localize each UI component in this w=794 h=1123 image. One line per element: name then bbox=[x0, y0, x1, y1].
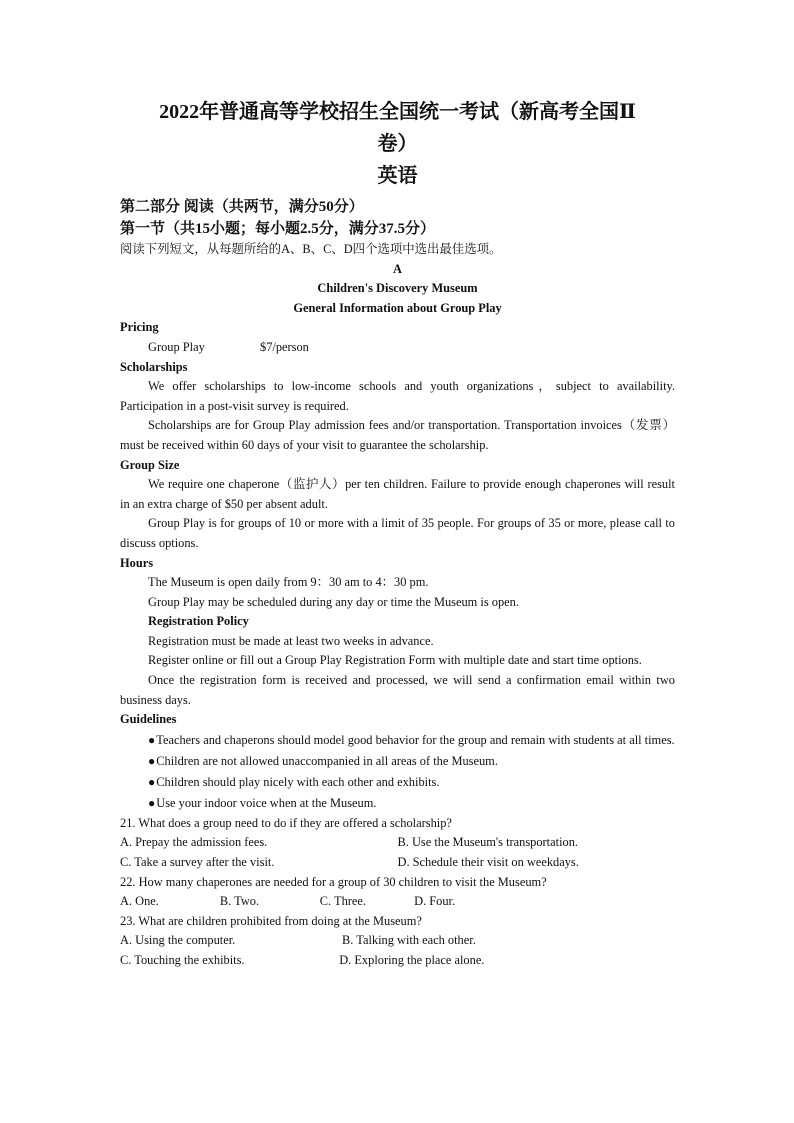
guideline-item bbox=[120, 772, 675, 793]
registration-paragraph-1: Registration must be made at least two weeks in advance. bbox=[148, 633, 434, 648]
question-23-option-d: D. Exploring the place alone. bbox=[339, 953, 485, 967]
section-heading: 第一节（共15小题；每小题2.5分，满分37.5分） bbox=[120, 221, 436, 237]
hours-paragraph-2: Group Play may be scheduled during any day or time the Museum is open. bbox=[148, 594, 519, 609]
question-23-stem: 23. What are children prohibited from doing at the Museum? bbox=[120, 913, 422, 928]
registration-paragraph-3: Once the registration form is received and processed, we will send a confirmation email within two business days. bbox=[120, 673, 675, 707]
question-21-option-b: B. Use the Museum's transportation. bbox=[397, 835, 578, 850]
question-21-option-c: C. Take a survey after the visit. bbox=[120, 855, 275, 870]
part-heading: 第二部分 阅读（共两节，满分50分） bbox=[120, 199, 364, 215]
exam-content bbox=[120, 196, 675, 971]
passage-title: Children's Discovery Museum bbox=[317, 281, 478, 296]
bullet-icon: ● bbox=[148, 795, 156, 810]
guidelines-heading: Guidelines bbox=[120, 712, 177, 727]
scholarships-paragraph-2: Scholarships are for Group Play admission fees and/or transportation. Transportation invoices（发票）must be received within 60 days of your visit to guarantee the scholarship. bbox=[120, 418, 675, 452]
group-size-paragraph-2: Group Play is for groups of 10 or more with a limit of 35 people. For groups of 35 or more, please call to discuss options. bbox=[120, 516, 675, 550]
guideline-text: Children should play nicely with each other and exhibits. bbox=[156, 774, 440, 789]
question-22-option-c: C. Three. bbox=[319, 894, 367, 909]
question-23-options-row-2 bbox=[120, 951, 675, 971]
question-21-stem: 21. What does a group need to do if they are offered a scholarship? bbox=[120, 815, 452, 830]
guideline-text: Teachers and chaperons should model good behavior for the group and remain with students at all times. bbox=[156, 732, 675, 747]
registration-paragraph-2: Register online or fill out a Group Play Registration Form with multiple date and start time options. bbox=[148, 653, 642, 668]
subject-title: 英语 bbox=[377, 165, 418, 187]
question-22-options-row bbox=[120, 892, 675, 912]
question-22-stem: 22. How many chaperones are needed for a group of 30 children to visit the Museum? bbox=[120, 874, 547, 889]
passage-letter: A bbox=[393, 261, 402, 276]
question-21-options-row-2 bbox=[120, 853, 675, 873]
question-23-option-c: C. Touching the exhibits. bbox=[120, 953, 245, 967]
bullet-icon: ● bbox=[148, 753, 156, 768]
question-23-option-b: B. Talking with each other. bbox=[342, 933, 476, 948]
scholarships-paragraph-1: We offer scholarships to low-income schools and youth organizations，subject to availability. Participation in a post-visit survey is required. bbox=[120, 379, 675, 413]
pricing-row bbox=[120, 338, 675, 358]
scholarships-heading: Scholarships bbox=[120, 359, 188, 374]
question-23-option-a: A. Using the computer. bbox=[120, 933, 236, 948]
exam-title-line-2: 卷） bbox=[377, 133, 418, 155]
question-22-option-b: B. Two. bbox=[219, 894, 260, 909]
bullet-icon: ● bbox=[148, 774, 156, 789]
guideline-item bbox=[120, 730, 675, 751]
guideline-item bbox=[120, 751, 675, 772]
pricing-price: $7/person bbox=[260, 339, 309, 354]
guideline-text: Use your indoor voice when at the Museum. bbox=[156, 795, 377, 810]
instruction-text: 阅读下列短文，从每题所给的A、B、C、D四个选项中选出最佳选项。 bbox=[120, 242, 502, 256]
question-21-option-d: D. Schedule their visit on weekdays. bbox=[397, 855, 579, 870]
question-22-option-a: A. One. bbox=[120, 894, 159, 909]
question-22-option-d: D. Four. bbox=[414, 894, 456, 909]
exam-title bbox=[120, 96, 675, 160]
exam-title-line-1: 2022年普通高等学校招生全国统一考试（新高考全国Ⅱ bbox=[159, 101, 636, 123]
pricing-heading: Pricing bbox=[120, 320, 159, 335]
group-size-paragraph-1: We require one chaperone（监护人）per ten children. Failure to provide enough chaperones will result in an extra charge of $50 per absent adult. bbox=[120, 477, 675, 511]
guideline-text: Children are not allowed unaccompanied in all areas of the Museum. bbox=[156, 753, 498, 768]
passage-subtitle: General Information about Group Play bbox=[293, 300, 502, 315]
guideline-item bbox=[120, 793, 675, 814]
bullet-icon: ● bbox=[148, 732, 156, 747]
registration-heading: Registration Policy bbox=[148, 614, 249, 629]
hours-heading: Hours bbox=[120, 555, 154, 570]
hours-paragraph-1: The Museum is open daily from 9：30 am to 4：30 pm. bbox=[148, 575, 429, 590]
pricing-item: Group Play bbox=[148, 339, 205, 354]
question-21-option-a: A. Prepay the admission fees. bbox=[120, 835, 268, 850]
question-21-options-row-1 bbox=[120, 833, 675, 853]
group-size-heading: Group Size bbox=[120, 457, 180, 472]
question-23-options-row-1 bbox=[120, 931, 675, 951]
